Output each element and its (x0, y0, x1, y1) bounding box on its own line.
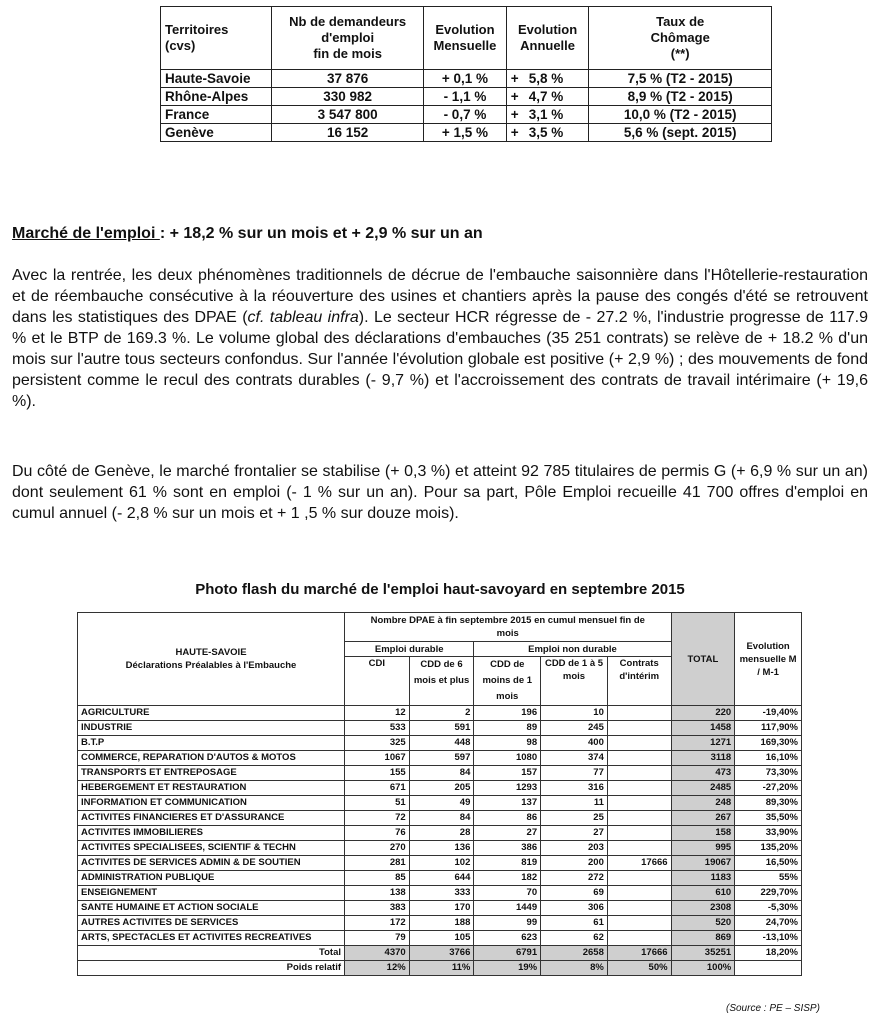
table-row (78, 766, 802, 781)
cell-cdi: 72 (345, 811, 410, 826)
section-heading-rest: : + 18,2 % sur un mois et + 2,9 % sur un an (159, 225, 483, 242)
cell-cdd15: 62 (541, 931, 608, 946)
paragraph-embauche-italic: cf. tableau infra (247, 309, 359, 326)
cell-cdi: 79 (345, 931, 410, 946)
cell-interim (607, 766, 671, 781)
cell-cdi: 155 (345, 766, 410, 781)
cell-cdi: 51 (345, 796, 410, 811)
cell-territoire: Rhône-Alpes (161, 88, 272, 106)
cell-cdd15: 8% (541, 961, 608, 976)
annuelle-value: 3,1 % (528, 107, 564, 122)
cell-cdd15: 77 (541, 766, 608, 781)
cell-interim (607, 826, 671, 841)
table-row (78, 781, 802, 796)
cell-territoire: Haute-Savoie (161, 70, 272, 88)
cell-nb: 330 982 (272, 88, 424, 106)
cell-evolution: -27,20% (735, 781, 802, 796)
cell-taux: 5,6 % (sept. 2015) (589, 124, 772, 142)
cell-interim (607, 871, 671, 886)
cell-interim (607, 781, 671, 796)
row-label: COMMERCE, REPARATION D'AUTOS & MOTOS (78, 751, 345, 766)
total-row (78, 946, 802, 961)
cell-total: 248 (671, 796, 735, 811)
table-row (78, 826, 802, 841)
cell-interim (607, 751, 671, 766)
total-header: TOTAL (671, 613, 735, 706)
cell-cdd6: 136 (409, 841, 474, 856)
cell-interim (607, 916, 671, 931)
cell-interim (607, 931, 671, 946)
cell-cdd15: 10 (541, 706, 608, 721)
source-note: (Source : PE – SISP) (726, 1003, 820, 1014)
summary-row-haute-savoie (161, 70, 772, 88)
annuelle-sign: + (510, 107, 519, 122)
cell-cddm: 196 (474, 706, 541, 721)
cell-interim (607, 706, 671, 721)
cell-cddm: 1449 (474, 901, 541, 916)
cell-interim (607, 721, 671, 736)
section-heading (12, 225, 483, 243)
header-evolution-annuelle: Evolution Annuelle (506, 7, 589, 70)
corner-title: HAUTE-SAVOIE (175, 647, 247, 658)
row-label: AGRICULTURE (78, 706, 345, 721)
paragraph-embauche-part-b: ). Le secteur HCR régresse de - 27.2 %, l'industrie progresse de 117.9 % et le BTP de 169.3 %. Le volume global des déclarations d'embauches (35 251 contrats) se relève de + 18.2 % d'un mois sur l'autre tous secteurs confondus. Sur l'année l'évolution globale est positive (+ 2,9 %) ; des mouvements de fond persistent comme le recul des contrats durables (- 9,7 %) et l'accroissement des contrats de travail intérimaire (+ 19,6 %). (12, 309, 868, 410)
cell-total: 610 (671, 886, 735, 901)
cell-cdi: 12% (345, 961, 410, 976)
non-durable-header: Emploi non durable (474, 642, 671, 657)
cell-cdd15: 272 (541, 871, 608, 886)
table-row (78, 811, 802, 826)
paragraph-geneve: Du côté de Genève, le marché frontalier se stabilise (+ 0,3 %) et atteint 92 785 titulaires de permis G (+ 6,9 % sur un an) dont seulement 61 % sont en emploi (- 1 % sur un an). Pour sa part, Pôle Emploi recueille 41 700 offres d'emploi en cumul annuel (- 2,8 % sur un mois et + 1 ,5 % sur douze mois). (12, 463, 868, 522)
flash-table-title: Photo flash du marché de l'emploi haut-savoyard en septembre 2015 (195, 581, 685, 598)
cell-interim (607, 886, 671, 901)
cell-cdi: 325 (345, 736, 410, 751)
table-row (78, 916, 802, 931)
cell-cdi: 671 (345, 781, 410, 796)
cell-interim (607, 736, 671, 751)
cell-cdd6: 2 (409, 706, 474, 721)
cell-cddm: 19% (474, 961, 541, 976)
cell-total: 520 (671, 916, 735, 931)
annuelle-value: 3,5 % (528, 125, 564, 140)
cell-cdd6: 170 (409, 901, 474, 916)
cell-cdd15: 11 (541, 796, 608, 811)
cell-total: 995 (671, 841, 735, 856)
cell-evolution: 18,20% (735, 946, 802, 961)
cell-evolution: 73,30% (735, 766, 802, 781)
cell-evolution: 16,10% (735, 751, 802, 766)
corner-subtitle: Déclarations Préalables à l'Embauche (125, 660, 297, 671)
cell-annuelle (506, 106, 589, 124)
row-label: ENSEIGNEMENT (78, 886, 345, 901)
table-row (78, 856, 802, 871)
cell-interim (607, 796, 671, 811)
cell-total: 1183 (671, 871, 735, 886)
cell-total: 100% (671, 961, 735, 976)
cell-interim (607, 811, 671, 826)
cell-nb: 3 547 800 (272, 106, 424, 124)
cell-cdd6: 3766 (409, 946, 474, 961)
cell-cdd15: 203 (541, 841, 608, 856)
cell-cdd6: 333 (409, 886, 474, 901)
annuelle-value: 4,7 % (528, 89, 564, 104)
cell-annuelle (506, 70, 589, 88)
row-label: Poids relatif (78, 961, 345, 976)
summary-row-rhone-alpes (161, 88, 772, 106)
row-label: TRANSPORTS ET ENTREPOSAGE (78, 766, 345, 781)
cell-cddm: 99 (474, 916, 541, 931)
cell-evolution: -5,30% (735, 901, 802, 916)
summary-row-geneve (161, 124, 772, 142)
row-label: ADMINISTRATION PUBLIQUE (78, 871, 345, 886)
cell-total: 3118 (671, 751, 735, 766)
row-label: ACTIVITES DE SERVICES ADMIN & DE SOUTIEN (78, 856, 345, 871)
col-header-interim: Contrats d'intérim (607, 657, 671, 706)
row-label: B.T.P (78, 736, 345, 751)
cell-cdd15: 316 (541, 781, 608, 796)
dpae-table (77, 612, 802, 976)
cell-cdd15: 400 (541, 736, 608, 751)
cell-annuelle (506, 124, 589, 142)
paragraph-embauche-part-a: Avec la rentrée, les deux phénomènes traditionnels de décrue de l'embauche saisonnière dans l'Hôtellerie-restauration et de réembauche consécutive à la réouverture des usines et chantiers après la pause des congés d'été se retrouvent dans les statistiques des DPAE ( (12, 267, 868, 326)
cell-total: 1458 (671, 721, 735, 736)
cell-evolution: 55% (735, 871, 802, 886)
cell-total: 158 (671, 826, 735, 841)
cell-evolution: 229,70% (735, 886, 802, 901)
cell-taux: 7,5 % (T2 - 2015) (589, 70, 772, 88)
cell-cddm: 86 (474, 811, 541, 826)
cell-interim: 50% (607, 961, 671, 976)
cell-cdi: 76 (345, 826, 410, 841)
dpae-header-row-1 (78, 613, 802, 642)
cell-interim (607, 901, 671, 916)
cell-cddm: 623 (474, 931, 541, 946)
summary-header-row (161, 7, 772, 70)
row-label: Total (78, 946, 345, 961)
cell-cddm: 27 (474, 826, 541, 841)
cell-cddm: 1293 (474, 781, 541, 796)
cell-cdi: 4370 (345, 946, 410, 961)
cell-mensuelle: - 1,1 % (424, 88, 507, 106)
cell-cdd6: 102 (409, 856, 474, 871)
cell-cdi: 172 (345, 916, 410, 931)
cell-nb: 16 152 (272, 124, 424, 142)
cell-cddm: 137 (474, 796, 541, 811)
table-row (78, 796, 802, 811)
cell-cddm: 819 (474, 856, 541, 871)
cell-taux: 8,9 % (T2 - 2015) (589, 88, 772, 106)
summary-row-france (161, 106, 772, 124)
cell-total: 869 (671, 931, 735, 946)
cell-evolution (735, 961, 802, 976)
cell-cdi: 138 (345, 886, 410, 901)
cell-cdi: 533 (345, 721, 410, 736)
cell-cdd15: 61 (541, 916, 608, 931)
cell-cdd6: 11% (409, 961, 474, 976)
cell-nb: 37 876 (272, 70, 424, 88)
paragraph-embauche (12, 265, 868, 412)
table-row (78, 721, 802, 736)
cell-mensuelle: - 0,7 % (424, 106, 507, 124)
cell-cdd6: 28 (409, 826, 474, 841)
cell-cdd15: 69 (541, 886, 608, 901)
cell-evolution: -19,40% (735, 706, 802, 721)
cell-cdd15: 200 (541, 856, 608, 871)
cell-cddm: 386 (474, 841, 541, 856)
cell-cdd15: 27 (541, 826, 608, 841)
cell-evolution: 16,50% (735, 856, 802, 871)
table-row (78, 706, 802, 721)
header-evolution-mensuelle: Evolution Mensuelle (424, 7, 507, 70)
cell-total: 220 (671, 706, 735, 721)
group-header: Nombre DPAE à fin septembre 2015 en cumul mensuel fin de mois (345, 613, 672, 642)
cell-total: 267 (671, 811, 735, 826)
cell-mensuelle: + 1,5 % (424, 124, 507, 142)
table-row (78, 931, 802, 946)
cell-evolution: 135,20% (735, 841, 802, 856)
table-row (78, 751, 802, 766)
cell-cdd15: 245 (541, 721, 608, 736)
table-row (78, 871, 802, 886)
cell-cddm: 157 (474, 766, 541, 781)
cell-cdi: 85 (345, 871, 410, 886)
cell-total: 35251 (671, 946, 735, 961)
cell-cddm: 1080 (474, 751, 541, 766)
cell-total: 2485 (671, 781, 735, 796)
annuelle-sign: + (510, 125, 519, 140)
cell-evolution: -13,10% (735, 931, 802, 946)
cell-cdd15: 306 (541, 901, 608, 916)
cell-cdd6: 205 (409, 781, 474, 796)
header-taux-chomage: Taux de Chômage (**) (589, 7, 772, 70)
cell-cdd6: 448 (409, 736, 474, 751)
cell-cddm: 70 (474, 886, 541, 901)
cell-cdd6: 49 (409, 796, 474, 811)
cell-taux: 10,0 % (T2 - 2015) (589, 106, 772, 124)
cell-evolution: 117,90% (735, 721, 802, 736)
cell-cddm: 6791 (474, 946, 541, 961)
row-label: INDUSTRIE (78, 721, 345, 736)
cell-cdi: 383 (345, 901, 410, 916)
row-label: SANTE HUMAINE ET ACTION SOCIALE (78, 901, 345, 916)
header-territoires: Territoires (cvs) (161, 7, 272, 70)
cell-cdd6: 84 (409, 766, 474, 781)
poids-relatif-row (78, 961, 802, 976)
cell-annuelle (506, 88, 589, 106)
row-label: INFORMATION ET COMMUNICATION (78, 796, 345, 811)
cell-cdd6: 188 (409, 916, 474, 931)
unemployment-summary-table (160, 6, 772, 142)
annuelle-value: 5,8 % (528, 71, 564, 86)
cell-evolution: 89,30% (735, 796, 802, 811)
cell-evolution: 33,90% (735, 826, 802, 841)
cell-cdi: 1067 (345, 751, 410, 766)
cell-cdd6: 597 (409, 751, 474, 766)
cell-territoire: Genève (161, 124, 272, 142)
col-header-cdd6: CDD de 6 mois et plus (409, 657, 474, 706)
cell-cddm: 89 (474, 721, 541, 736)
cell-total: 19067 (671, 856, 735, 871)
corner-header (78, 613, 345, 706)
cell-evolution: 169,30% (735, 736, 802, 751)
cell-cdd6: 644 (409, 871, 474, 886)
cell-cdd6: 591 (409, 721, 474, 736)
col-header-cdi: CDI (345, 657, 410, 706)
cell-evolution: 35,50% (735, 811, 802, 826)
annuelle-sign: + (510, 71, 519, 86)
row-label: ACTIVITES SPECIALISEES, SCIENTIF & TECHN (78, 841, 345, 856)
cell-cddm: 182 (474, 871, 541, 886)
cell-cdi: 270 (345, 841, 410, 856)
cell-cddm: 98 (474, 736, 541, 751)
col-header-cdd-moins: CDD de moins de 1 mois (474, 657, 541, 706)
row-label: ACTIVITES FINANCIERES ET D'ASSURANCE (78, 811, 345, 826)
cell-territoire: France (161, 106, 272, 124)
cell-cdi: 12 (345, 706, 410, 721)
cell-cdd15: 2658 (541, 946, 608, 961)
cell-evolution: 24,70% (735, 916, 802, 931)
cell-cdd15: 25 (541, 811, 608, 826)
row-label: HEBERGEMENT ET RESTAURATION (78, 781, 345, 796)
table-row (78, 736, 802, 751)
cell-mensuelle: + 0,1 % (424, 70, 507, 88)
table-row (78, 901, 802, 916)
cell-cdd6: 105 (409, 931, 474, 946)
durable-header: Emploi durable (345, 642, 474, 657)
row-label: AUTRES ACTIVITES DE SERVICES (78, 916, 345, 931)
row-label: ACTIVITES IMMOBILIERES (78, 826, 345, 841)
section-heading-underlined: Marché de l'emploi (12, 225, 160, 242)
cell-total: 2308 (671, 901, 735, 916)
cell-cdi: 281 (345, 856, 410, 871)
col-header-cdd-1-5: CDD de 1 à 5 mois (541, 657, 608, 706)
table-row (78, 886, 802, 901)
cell-total: 473 (671, 766, 735, 781)
cell-interim: 17666 (607, 856, 671, 871)
cell-cdd15: 374 (541, 751, 608, 766)
header-nb-demandeurs: Nb de demandeurs d'emploi fin de mois (272, 7, 424, 70)
cell-interim (607, 841, 671, 856)
row-label: ARTS, SPECTACLES ET ACTIVITES RECREATIVES (78, 931, 345, 946)
cell-interim: 17666 (607, 946, 671, 961)
cell-total: 1271 (671, 736, 735, 751)
evolution-header: Evolution mensuelle M / M-1 (735, 613, 802, 706)
annuelle-sign: + (510, 89, 519, 104)
table-row (78, 841, 802, 856)
cell-cdd6: 84 (409, 811, 474, 826)
